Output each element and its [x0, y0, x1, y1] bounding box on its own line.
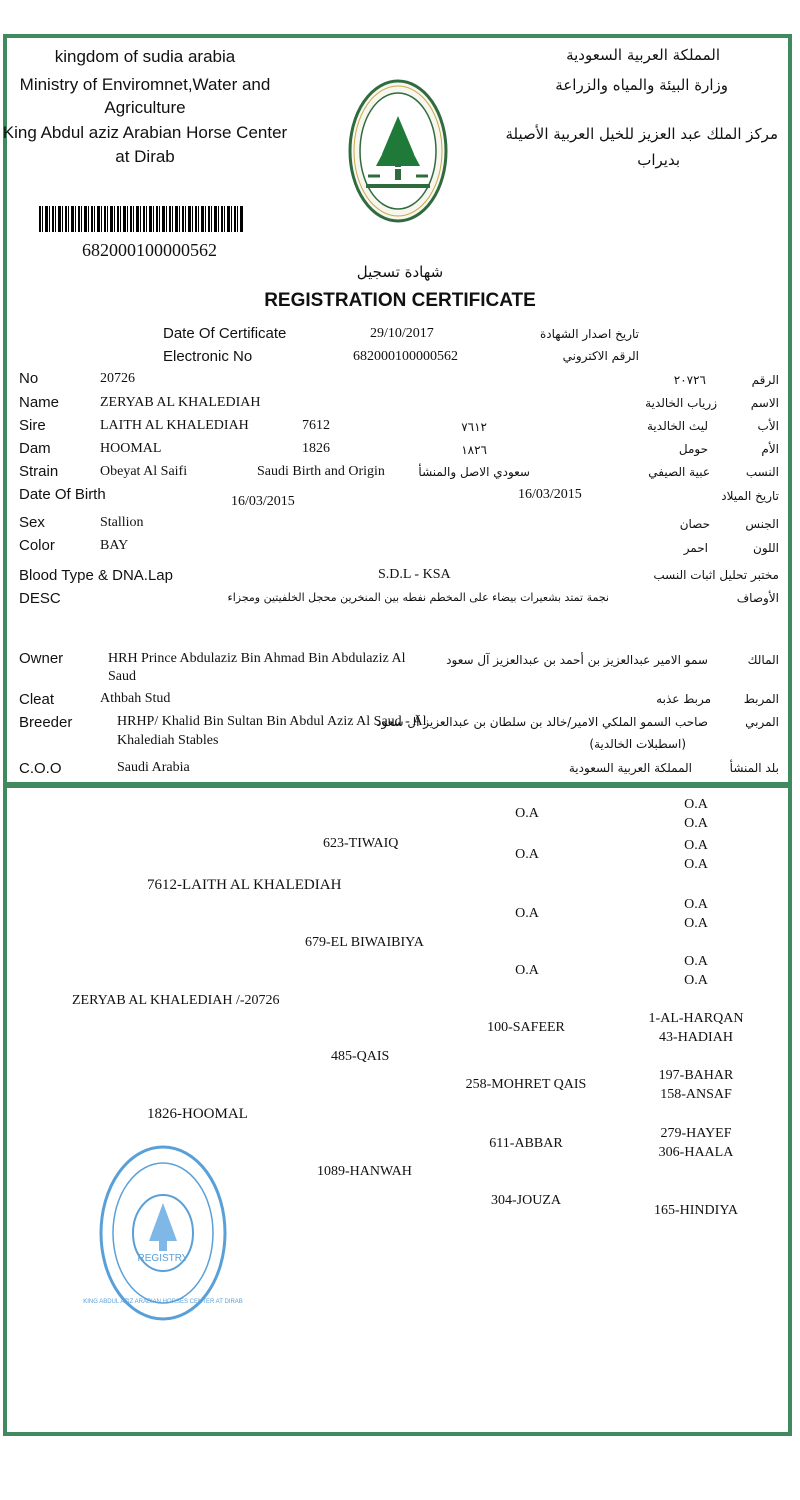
- pedigree-g4: O.A: [684, 797, 708, 812]
- coo-label: C.O.O: [19, 760, 62, 777]
- pedigree-g3: O.A: [515, 963, 539, 978]
- no-label-ar: الرقم: [751, 373, 779, 387]
- pedigree-g4: O.A: [684, 954, 708, 969]
- header-en-line5: at Dirab: [115, 147, 175, 166]
- name-label-ar: الاسم: [750, 396, 779, 410]
- strain-value: Obeyat Al Saifi: [100, 464, 188, 479]
- sex-value-ar: حصان: [679, 517, 710, 531]
- pedigree-g4: O.A: [684, 816, 708, 831]
- breeder-value-line1: HRHP/ Khalid Bin Sultan Bin Abdul Aziz Al Saud - Al: [117, 714, 427, 729]
- registry-stamp-icon: [83, 1143, 243, 1323]
- pedigree-horse: ZERYAB AL KHALEDIAH /-20726: [72, 993, 280, 1008]
- pedigree-sire-dam: 679-EL BIWAIBIYA: [305, 935, 424, 950]
- owner-label-ar: المالك: [747, 653, 779, 667]
- strain-origin: Saudi Birth and Origin: [257, 464, 385, 479]
- desc-label-ar: الأوصاف: [736, 591, 779, 605]
- ministry-logo-icon: [346, 76, 450, 226]
- header-ar-line1: المملكة العربية السعودية: [566, 46, 720, 64]
- date-certificate-label-ar: تاريخ اصدار الشهادة: [540, 327, 639, 341]
- pedigree-g4: 165-HINDIYA: [654, 1203, 738, 1218]
- dob-label: Date Of Birth: [19, 486, 106, 503]
- header-en-line2: Ministry of Enviromnet,Water and: [19, 75, 271, 94]
- pedigree-g3: 304-JOUZA: [491, 1193, 561, 1208]
- pedigree-g4: 1-AL-HARQAN: [648, 1011, 744, 1026]
- pedigree-sire-sire: 623-TIWAIQ: [323, 836, 399, 851]
- no-value-ar: ٢٠٧٢٦: [673, 373, 706, 387]
- barcode-number: 682000100000562: [82, 240, 217, 260]
- stamp-center-text: REGISTRY: [137, 1253, 189, 1264]
- sire-label: Sire: [19, 417, 46, 434]
- color-value-ar: احمر: [683, 541, 708, 555]
- certificate-frame-bottom: [3, 784, 792, 1436]
- strain-value-ar: عبية الصيفي: [648, 465, 710, 479]
- header-en-line1: kingdom of sudia arabia: [54, 47, 236, 66]
- pedigree-g3: 258-MOHRET QAIS: [465, 1077, 587, 1092]
- pedigree-g4: O.A: [684, 916, 708, 931]
- pedigree-g3: O.A: [515, 847, 539, 862]
- pedigree-g4: 197-BAHAR: [658, 1068, 734, 1083]
- owner-label: Owner: [19, 650, 64, 667]
- sire-value: LAITH AL KHALEDIAH: [100, 418, 249, 433]
- page-title: REGISTRATION CERTIFICATE: [264, 290, 536, 311]
- coo-value: Saudi Arabia: [117, 760, 190, 775]
- color-value: BAY: [100, 538, 129, 553]
- pedigree-g3: 100-SAFEER: [487, 1020, 565, 1035]
- breeder-label: Breeder: [19, 714, 73, 731]
- pedigree-g4: O.A: [684, 857, 708, 872]
- dob-label-ar: تاريخ الميلاد: [721, 489, 779, 503]
- sire-label-ar: الأب: [757, 419, 779, 433]
- stamp-text: KING ABDUL AZIZ ARABIAN HORSES CENTER AT DIRAB: [83, 1299, 243, 1305]
- dam-value-ar: حومل: [678, 442, 708, 456]
- header-ar-line2: وزارة البيئة والمياه والزراعة: [555, 76, 728, 94]
- no-label: No: [19, 370, 39, 387]
- blood-value: S.D.L - KSA: [378, 567, 451, 582]
- coo-value-ar: المملكة العربية السعودية: [568, 761, 692, 775]
- pedigree-g3: O.A: [515, 906, 539, 921]
- strain-label-ar: النسب: [745, 465, 779, 479]
- pedigree-g3: 611-ABBAR: [489, 1136, 563, 1151]
- coo-label-ar: بلد المنشأ: [729, 761, 779, 775]
- barcode-icon: [39, 206, 244, 232]
- owner-value-line2: Saud: [108, 669, 136, 684]
- dam-label: Dam: [19, 440, 51, 457]
- cleat-value-ar: مربط عذبه: [656, 692, 711, 706]
- header-ar-line4: بديراب: [637, 151, 680, 169]
- no-value: 20726: [100, 371, 135, 386]
- strain-origin-ar: سعودي الاصل والمنشأ: [418, 465, 530, 479]
- blood-label: Blood Type & DNA.Lap: [19, 567, 173, 584]
- breeder-label-ar: المربي: [745, 715, 779, 729]
- pedigree-g4: 43-HADIAH: [659, 1030, 733, 1045]
- owner-value-ar: سمو الامير عبدالعزيز بن أحمد بن عبدالعزيز آل سعود: [446, 653, 708, 667]
- sex-value: Stallion: [100, 515, 144, 530]
- title-ar: شهادة تسجيل: [356, 263, 444, 281]
- pedigree-dam-sire: 485-QAIS: [331, 1049, 390, 1064]
- color-label: Color: [19, 537, 55, 554]
- pedigree-g4: O.A: [684, 838, 708, 853]
- pedigree-g4: 279-HAYEF: [660, 1126, 732, 1141]
- header-en-line3: Agriculture: [104, 98, 186, 117]
- pedigree-dam-dam: 1089-HANWAH: [317, 1164, 412, 1179]
- dam-label-ar: الأم: [761, 442, 779, 456]
- pedigree-g4: O.A: [684, 973, 708, 988]
- header-en-line4: King Abdul aziz Arabian Horse Center: [2, 123, 288, 142]
- date-certificate-label: Date Of Certificate: [163, 325, 287, 342]
- dob-value-2: 16/03/2015: [518, 487, 582, 502]
- electronic-no-label: Electronic No: [163, 348, 253, 365]
- breeder-value-ar-line2: (اسطبلات الخالدية): [589, 737, 686, 751]
- date-certificate-value: 29/10/2017: [370, 326, 434, 341]
- dob-value: 16/03/2015: [231, 494, 295, 509]
- section-divider: [3, 782, 792, 786]
- desc-value-ar: نجمة تمتد بشعيرات بيضاء على المخطم نفطه بين المنخرين محجل الخلفيتين ومجزاء: [227, 591, 609, 604]
- pedigree-g4: O.A: [684, 897, 708, 912]
- sire-value-ar: ليث الخالدية: [647, 419, 708, 433]
- color-label-ar: اللون: [753, 541, 779, 555]
- electronic-no-value: 682000100000562: [353, 349, 458, 364]
- strain-label: Strain: [19, 463, 59, 480]
- name-label: Name: [19, 394, 60, 411]
- cleat-label: Cleat: [19, 691, 55, 708]
- electronic-no-label-ar: الرقم الاكتروني: [562, 349, 639, 363]
- header-ar-line3: مركز الملك عبد العزيز للخيل العربية الأصيلة: [505, 125, 778, 143]
- dam-number: 1826: [302, 441, 330, 456]
- pedigree-dam: 1826-HOOMAL: [147, 1106, 248, 1122]
- breeder-value-ar-line1: صاحب السمو الملكي الامير/خالد بن سلطان بن عبدالعزيز آل سعود: [376, 715, 708, 729]
- blood-label-ar: مختبر تحليل اثبات النسب: [653, 568, 779, 582]
- dam-value: HOOMAL: [100, 441, 162, 456]
- sire-number-ar: ٧٦١٢: [461, 420, 487, 434]
- pedigree-g4: 306-HAALA: [658, 1145, 734, 1160]
- pedigree-sire: 7612-LAITH AL KHALEDIAH: [147, 877, 342, 893]
- name-value: ZERYAB AL KHALEDIAH: [100, 395, 261, 410]
- cleat-value: Athbah Stud: [100, 691, 171, 706]
- desc-label: DESC: [19, 590, 61, 607]
- sex-label-ar: الجنس: [745, 517, 779, 531]
- cleat-label-ar: المربط: [743, 692, 779, 706]
- name-value-ar: زرياب الخالدية: [645, 396, 717, 410]
- owner-value-line1: HRH Prince Abdulaziz Bin Ahmad Bin Abdulaziz Al: [108, 651, 406, 666]
- dam-number-ar: ١٨٢٦: [461, 443, 487, 457]
- breeder-value-line2: Khalediah Stables: [117, 733, 219, 748]
- sex-label: Sex: [19, 514, 45, 531]
- pedigree-g4: 158-ANSAF: [660, 1087, 732, 1102]
- sire-number: 7612: [302, 418, 330, 433]
- pedigree-g3: O.A: [515, 806, 539, 821]
